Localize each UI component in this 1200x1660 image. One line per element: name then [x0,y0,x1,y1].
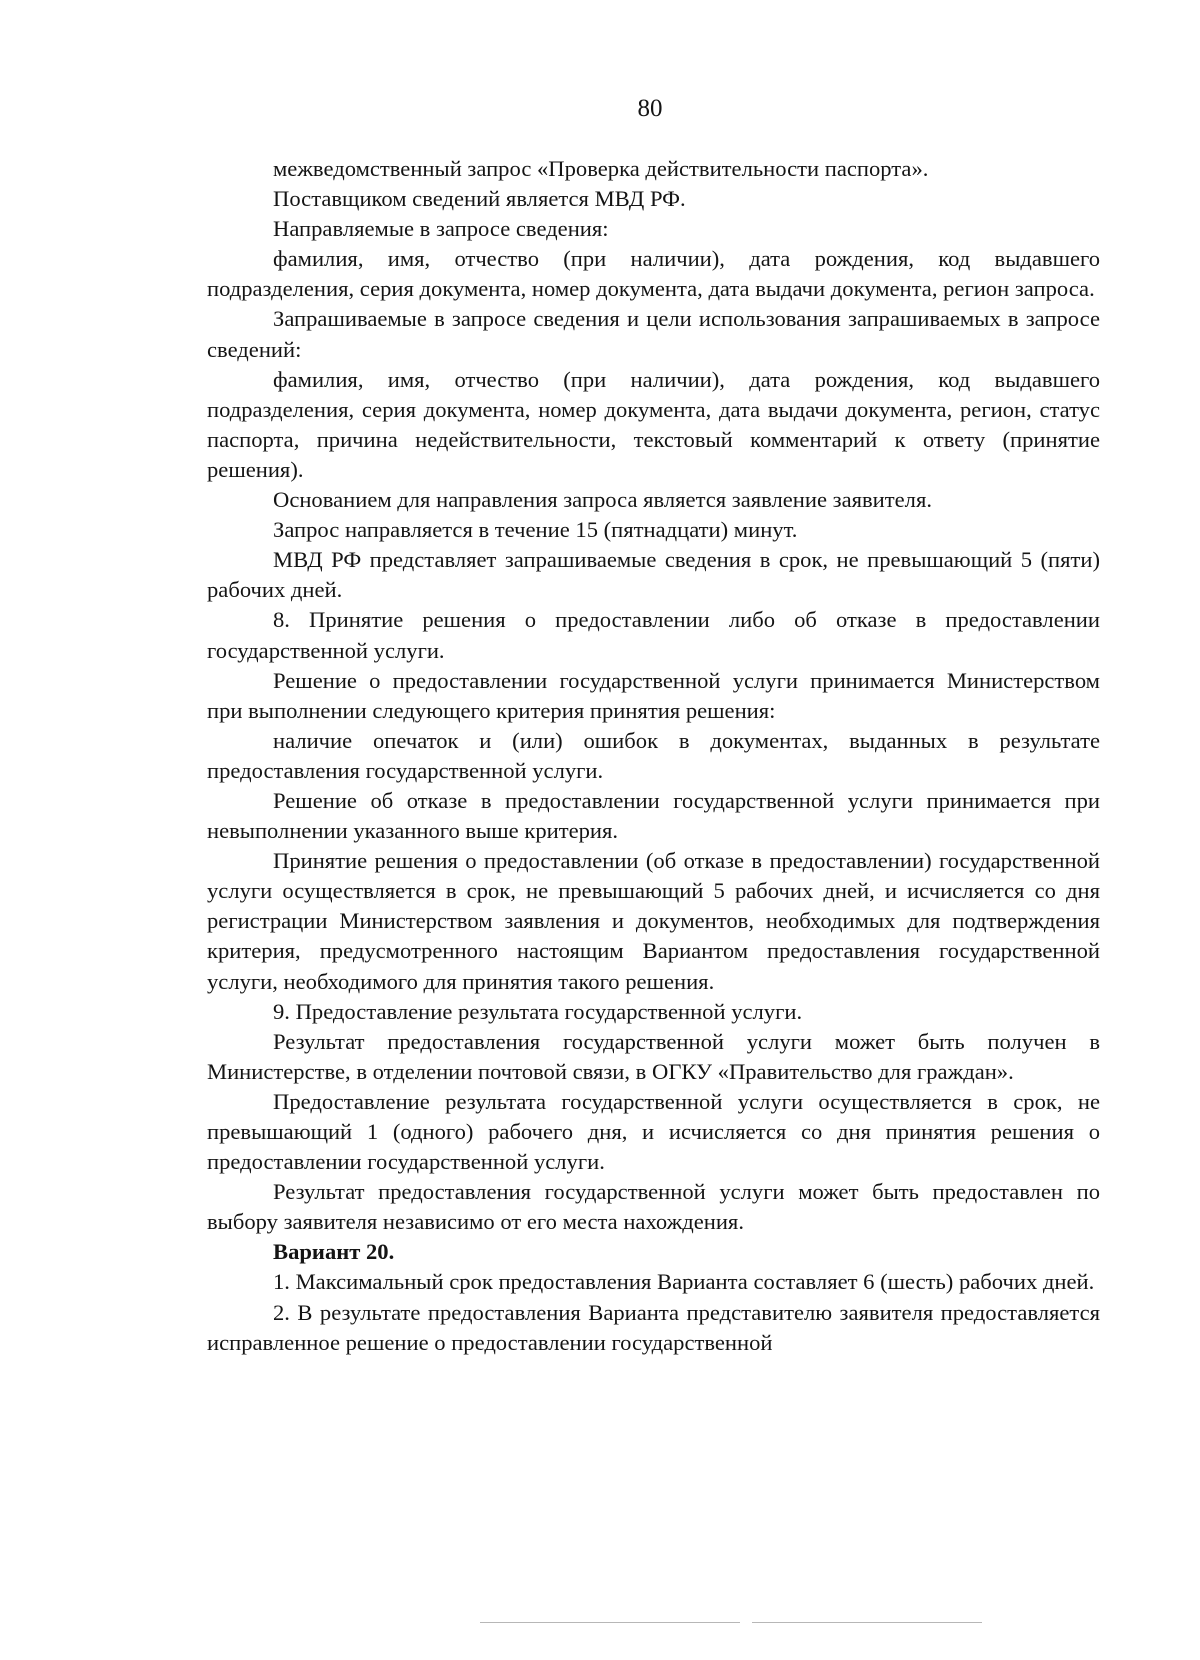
paragraph: Предоставление результата государственной услуги осуществляется в срок, не превышающий 1 (одного) рабочего дня, и исчисляется со дня принятия решения о предоставлении государственной услуги. [207,1088,1100,1175]
paragraph: МВД РФ представляет запрашиваемые сведения в срок, не превышающий 5 (пяти) рабочих дней. [207,547,1100,603]
paragraph: Поставщиком сведений является МВД РФ. [273,186,686,212]
paragraph: Направляемые в запросе сведения: [273,216,609,242]
paragraph: Основанием для направления запроса является заявление заявителя. [273,487,932,513]
paragraph: межведомственный запрос «Проверка действительности паспорта». [273,156,929,181]
section-heading-8: 8. Принятие решения о предоставлении либо об отказе в предоставлении государственной услуги. [207,607,1100,663]
paragraph: фамилия, имя, отчество (при наличии), дата рождения, код выдавшего подразделения, серия документа, номер документа, дата выдачи документа, регион, статус паспорта, причина недействительности, текстовый комментарий к ответу (принятие решения). [207,366,1100,482]
paragraph: 2. В результате предоставления Варианта представителю заявителя предоставляется исправленное решение о предоставлении государственной [207,1299,1100,1355]
paragraph: Решение о предоставлении государственной услуги принимается Министерством при выполнении следующего критерия принятия решения: [207,667,1100,723]
paragraph: Результат предоставления государственной услуги может быть получен в Министерстве, в отделении почтовой связи, в ОГКУ «Правительство для граждан». [207,1028,1100,1084]
scan-footer-line-left [480,1622,740,1623]
paragraph: фамилия, имя, отчество (при наличии), дата рождения, код выдавшего подразделения, серия документа, номер документа, дата выдачи документа, регион запроса. [207,246,1100,302]
paragraph: Запрос направляется в течение 15 (пятнадцати) минут. [273,517,798,543]
paragraph: Решение об отказе в предоставлении государственной услуги принимается при невыполнении указанного выше критерия. [207,787,1100,844]
paragraph: 1. Максимальный срок предоставления Варианта составляет 6 (шесть) рабочих дней. [273,1269,1095,1295]
document-body [207,154,1100,1358]
paragraph: Результат предоставления государственной услуги может быть предоставлен по выбору заявителя независимо от его места нахождения. [207,1179,1100,1235]
paragraph: Принятие решения о предоставлении (об отказе в предоставлении) государственной услуги осуществляется в срок, не превышающий 5 рабочих дней, и исчисляется со дня регистрации Министерством заявления и документов, необходимых для подтверждения критерия, предусмотренного настоящим Вариантом предоставления государственной услуги, необходимого для принятия такого решения. [207,848,1100,994]
scan-footer-line-right [752,1622,982,1623]
page-number: 80 [637,95,663,122]
paragraph: Запрашиваемые в запросе сведения и цели использования запрашиваемых в запросе сведений: [207,306,1100,362]
paragraph: наличие опечаток и (или) ошибок в документах, выданных в результате предоставления государственной услуги. [207,727,1100,783]
section-heading-9: 9. Предоставление результата государственной услуги. [273,998,803,1024]
variant-heading: Вариант 20. [273,1239,395,1265]
